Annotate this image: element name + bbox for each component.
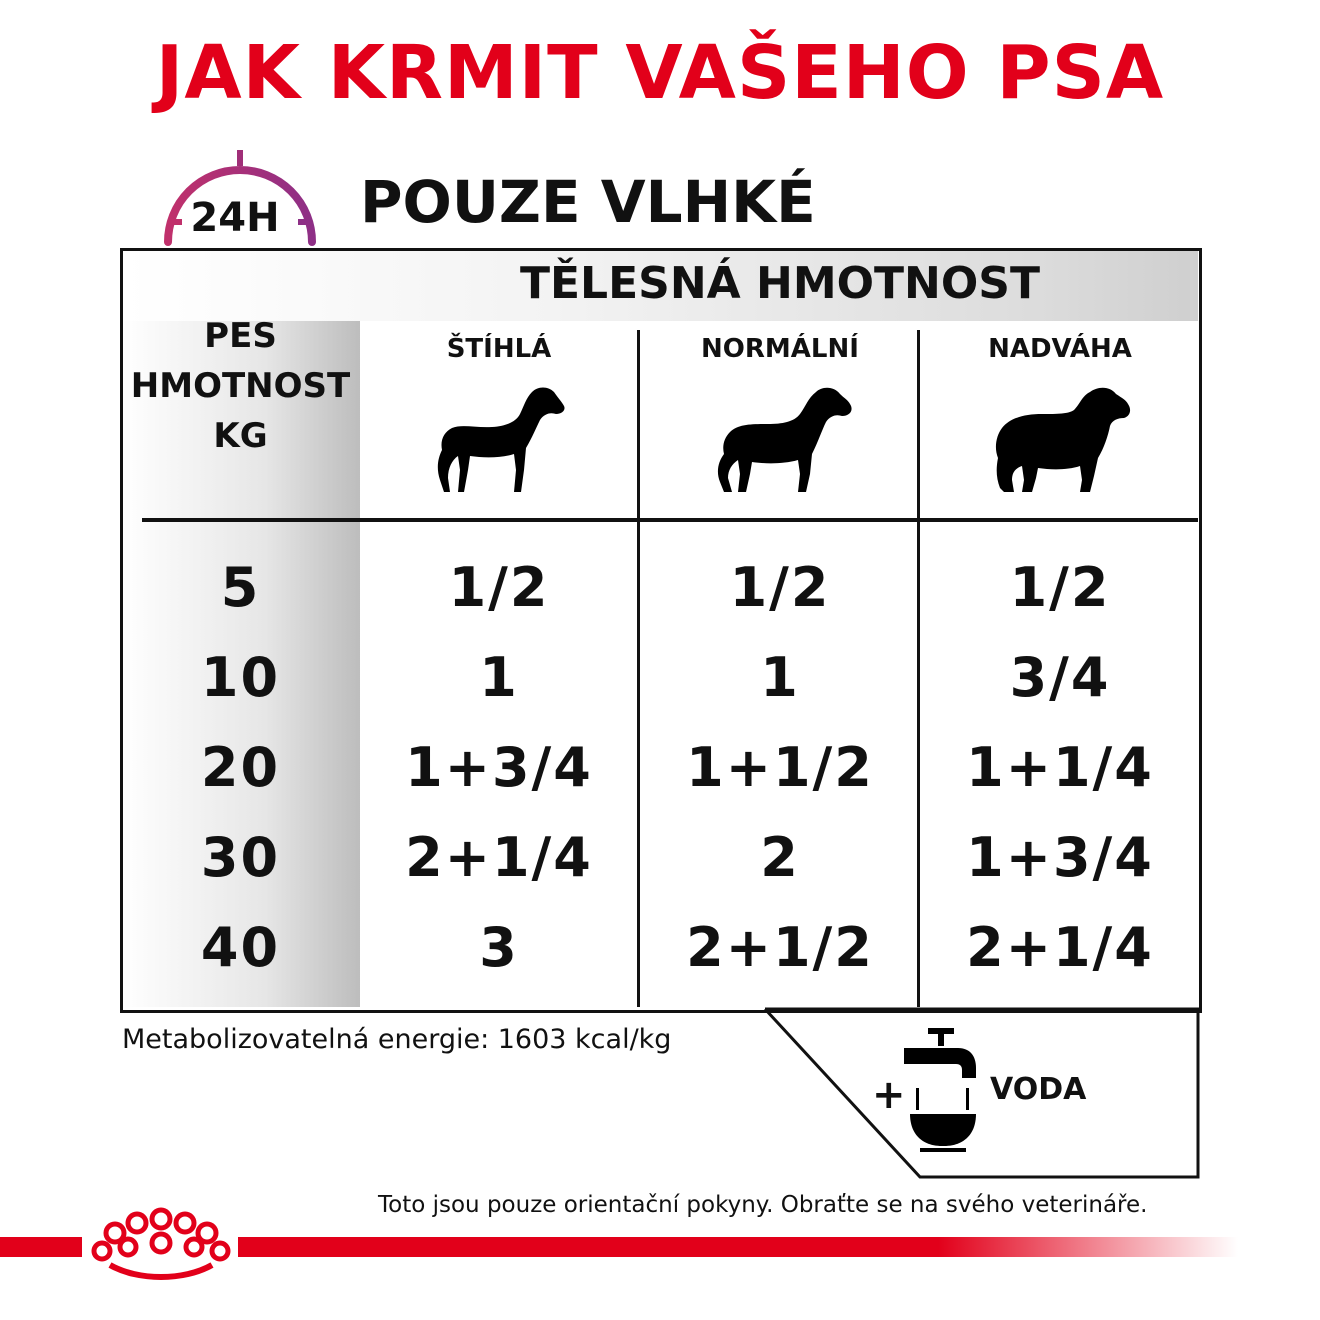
energy-note: Metabolizovatelná energie: 1603 kcal/kg — [122, 1024, 672, 1055]
table-cell: 1+1/4 — [966, 736, 1154, 799]
table-cell: 1 — [479, 646, 519, 709]
weight-cell: 30 — [200, 826, 281, 889]
brand-bar-right — [238, 1237, 1238, 1257]
plus-sign: + — [872, 1072, 906, 1118]
weight-column-background — [123, 251, 360, 1007]
section-title: POUZE VLHKÉ — [360, 168, 816, 236]
brand-bar-left — [0, 1237, 82, 1257]
header-divider — [142, 518, 1198, 522]
column-header-normal: NORMÁLNÍ — [701, 334, 859, 364]
overweight-dog-icon — [988, 384, 1132, 496]
row-header-line-2: HMOTNOST — [130, 366, 351, 406]
table-cell: 1/2 — [448, 556, 550, 619]
slim-dog-icon — [428, 384, 568, 496]
page-title: JAK KRMIT VAŠEHO PSA — [155, 30, 1165, 116]
table-cell: 2+1/4 — [405, 826, 593, 889]
table-cell: 3/4 — [1009, 646, 1111, 709]
weight-cell: 40 — [200, 916, 281, 979]
table-cell: 1 — [760, 646, 800, 709]
table-cell: 1/2 — [729, 556, 831, 619]
weight-cell: 10 — [200, 646, 281, 709]
water-label: VODA — [990, 1072, 1087, 1107]
normal-dog-icon — [710, 384, 856, 496]
row-header-line-1: PES — [204, 316, 277, 356]
badge-label: 24H — [190, 195, 280, 241]
table-header-label: TĚLESNÁ HMOTNOST — [519, 258, 1040, 309]
table-cell: 1/2 — [1009, 556, 1111, 619]
table-cell: 1+3/4 — [966, 826, 1154, 889]
table-cell: 2+1/4 — [966, 916, 1154, 979]
disclaimer: Toto jsou pouze orientační pokyny. Obraťte se na svého veterináře. — [378, 1192, 1148, 1218]
weight-cell: 5 — [220, 556, 261, 619]
water-tap-bowl-icon — [898, 1022, 988, 1154]
weight-cell: 20 — [200, 736, 281, 799]
table-cell: 2 — [760, 826, 800, 889]
royal-canin-crown-logo — [88, 1205, 234, 1285]
table-cell: 1+3/4 — [405, 736, 593, 799]
table-cell: 1+1/2 — [686, 736, 874, 799]
table-cell: 3 — [479, 916, 519, 979]
table-cell: 2+1/2 — [686, 916, 874, 979]
column-header-slim: ŠTÍHLÁ — [446, 334, 552, 364]
row-header-line-3: KG — [213, 416, 268, 456]
column-header-overweight: NADVÁHA — [988, 334, 1132, 364]
